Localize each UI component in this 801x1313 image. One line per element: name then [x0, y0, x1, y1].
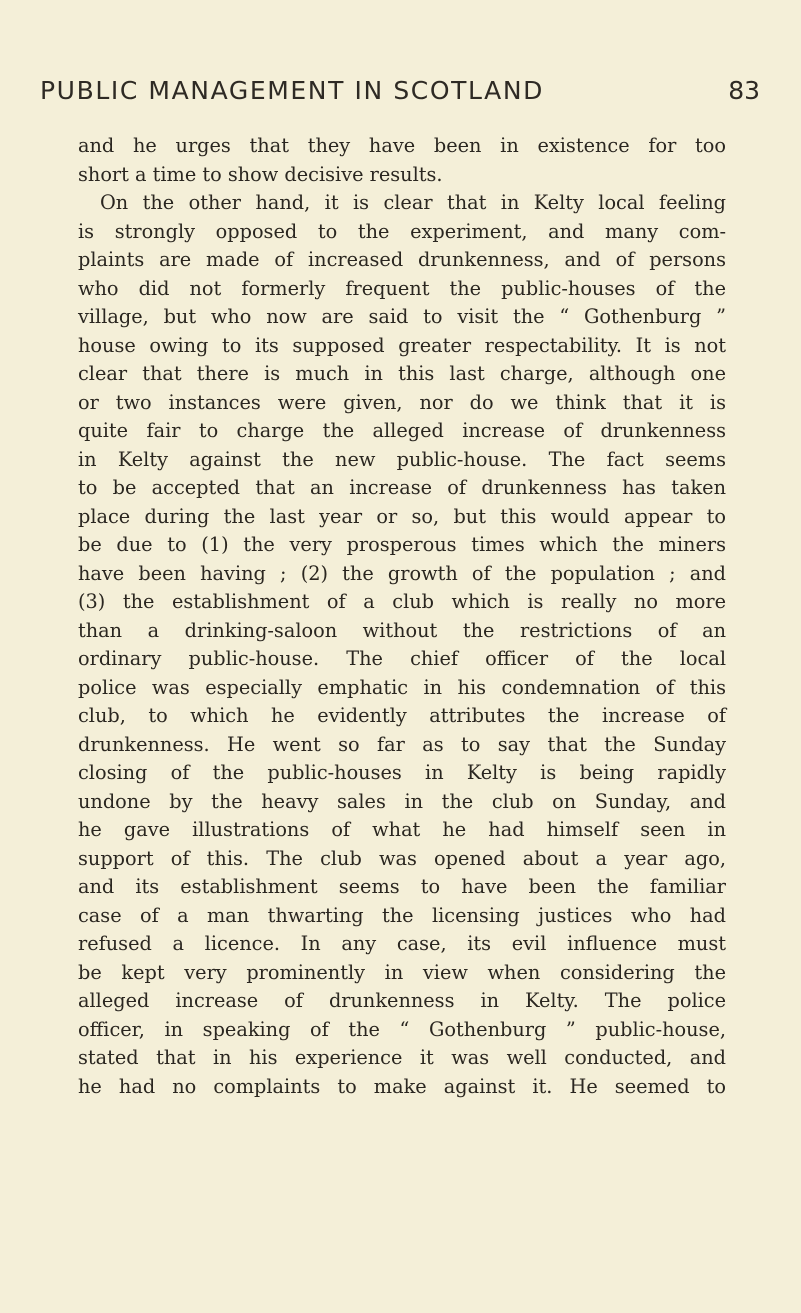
- text-line: and he urges that they have been in existence for too: [78, 134, 726, 157]
- text-line: (3) the establishment of a club which is really no more: [78, 590, 726, 613]
- text-line: support of this. The club was opened about a year ago,: [78, 846, 726, 870]
- text-line: in Kelty against the new public-house. The fact seems: [78, 447, 726, 471]
- text-line: he gave illustrations of what he had himself seen in: [78, 818, 726, 841]
- running-head: [40, 76, 760, 116]
- text-line: who did not formerly frequent the public-houses of the: [78, 276, 726, 300]
- text-line: plaints are made of increased drunkenness, and of persons: [78, 248, 726, 271]
- text-line: case of a man thwarting the licensing justices who had: [78, 903, 726, 927]
- paragraph-first-line: On the other hand, it is clear that in Kelty local feeling: [100, 191, 726, 214]
- text-line: undone by the heavy sales in the club on Sunday, and: [78, 789, 726, 813]
- running-title: PUBLIC MANAGEMENT IN SCOTLAND: [40, 76, 544, 105]
- text-line: have been having ; (2) the growth of the population ; and: [78, 561, 726, 585]
- text-line: stated that in his experience it was well conducted, and: [78, 1046, 726, 1069]
- page-number: 83: [728, 76, 760, 105]
- text-line: quite fair to charge the alleged increase of drunkenness: [78, 419, 726, 442]
- text-line: refused a licence. In any case, its evil influence must: [78, 932, 726, 955]
- text-line: is strongly opposed to the experiment, and many com-: [78, 219, 726, 243]
- body-text: [78, 132, 726, 1101]
- text-line: ordinary public-house. The chief officer of the local: [78, 647, 726, 670]
- text-line: than a drinking-saloon without the restrictions of an: [78, 618, 726, 642]
- text-line: village, but who now are said to visit the “ Gothenburg ”: [78, 305, 726, 328]
- text-line: place during the last year or so, but this would appear to: [78, 504, 726, 528]
- text-line: and its establishment seems to have been the familiar: [78, 875, 726, 898]
- text-line: to be accepted that an increase of drunkenness has taken: [78, 476, 726, 499]
- text-line: be due to (1) the very prosperous times which the miners: [78, 533, 726, 556]
- text-line: drunkenness. He went so far as to say that the Sunday: [78, 732, 726, 756]
- text-line: he had no complaints to make against it. He seemed to: [78, 1074, 726, 1098]
- text-line: closing of the public-houses in Kelty is being rapidly: [78, 761, 726, 784]
- text-line: short a time to show decisive results.: [78, 162, 443, 186]
- text-line: or two instances were given, nor do we think that it is: [78, 390, 726, 414]
- text-line: clear that there is much in this last charge, although one: [78, 362, 726, 385]
- text-line: alleged increase of drunkenness in Kelty. The police: [78, 989, 726, 1012]
- text-line: club, to which he evidently attributes the increase of: [78, 704, 726, 727]
- text-line: house owing to its supposed greater respectability. It is not: [78, 333, 726, 357]
- text-line: be kept very prominently in view when considering the: [78, 960, 726, 984]
- text-line: police was especially emphatic in his condemnation of this: [78, 675, 726, 699]
- text-line: officer, in speaking of the “ Gothenburg ” public-house,: [78, 1017, 726, 1041]
